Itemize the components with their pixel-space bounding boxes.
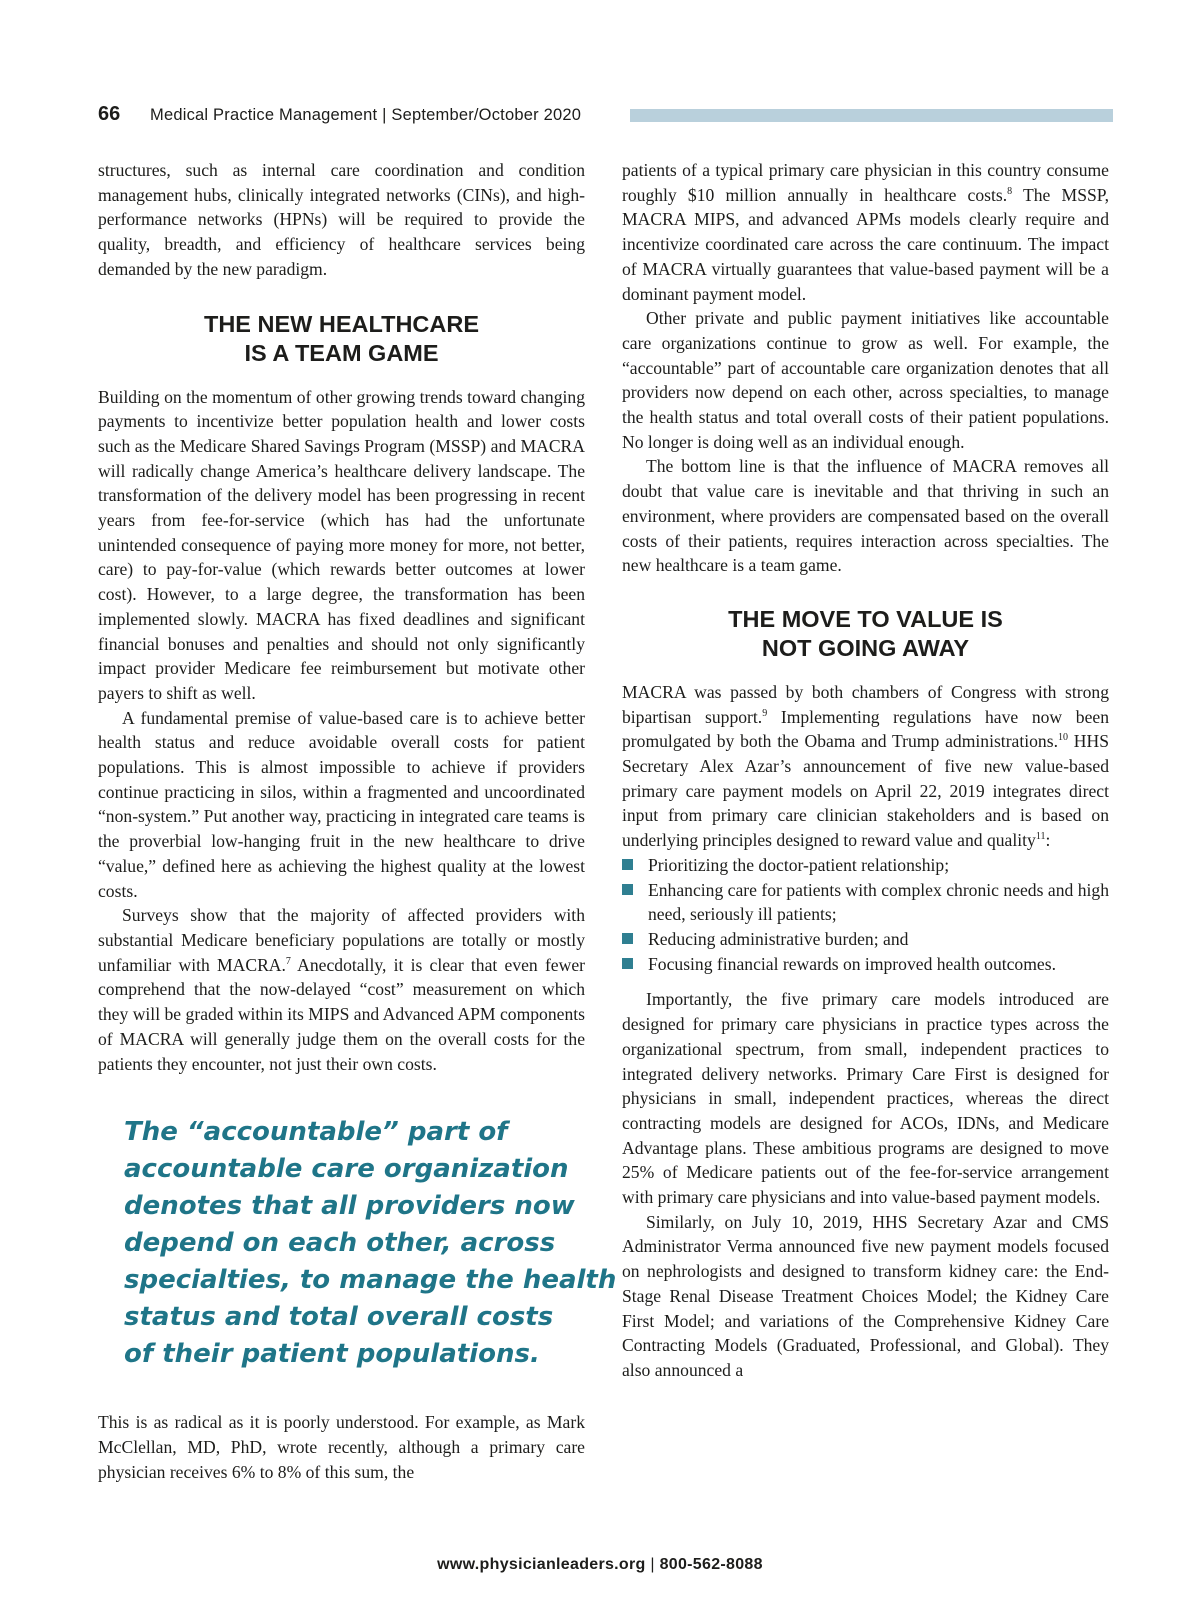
pull-quote-line: status and total overall costs: [124, 1302, 554, 1333]
paragraph: [622, 158, 1109, 306]
paragraph: Importantly, the five primary care models introduced are designed for primary care physicians in practice types across the organizational spectrum, from small, independent practices to integrated delivery networks. Primary Care First is designed for physicians in small, independent practices, whereas the direct contracting models are designed for ACOs, IDNs, and Medicare Advantage plans. These ambitious programs are designed to move 25% of Medicare patients out of the fee-for-service arrangement with primary care physicians and into value-based payment models.: [622, 989, 1109, 1208]
paragraph-text: Implementing regulations have now been promulgated by both the Obama and Trump administrations.: [622, 706, 1109, 752]
paragraph: Similarly, on July 10, 2019, HHS Secretary Azar and CMS Administrator Verma announced five new payment models focused on nephrologists and designed to transform kidney care: the End-Stage Renal Disease Treatment Choices Model; the Kidney Care First Model; and variations of the Comprehensive Kidney Care Contracting Models (Graduated, Professional, and Global). They also announced a: [622, 1211, 1109, 1380]
paragraph-text: The MSSP, MACRA MIPS, and advanced APMs models clearly require and incentivize coordinated care across the care continuum. The impact of MACRA virtually guarantees that value-based payment will be a dominant payment model.: [622, 184, 1109, 304]
paragraph: structures, such as internal care coordination and condition management hubs, clinically integrated networks (CINs), and high-performance networks (HPNs) will be required to provide the quality, breadth, and efficiency of healthcare services being demanded by the new paradigm.: [98, 160, 585, 279]
paragraph-text: Surveys show that the majority of affected providers with substantial Medicare beneficiary populations are totally or mostly unfamiliar with MACRA.: [98, 905, 585, 975]
heading-line: IS A TEAM GAME: [244, 339, 439, 366]
footnote-ref: 7: [285, 955, 291, 967]
bullet-list: [622, 853, 1109, 977]
footnote-ref: 11: [1035, 831, 1046, 843]
paragraph: [98, 903, 585, 1076]
footnote-ref: 8: [1007, 185, 1013, 197]
phone-number: 800-562-8088: [659, 1556, 763, 1573]
journal-title: Medical Practice Management | September/October 2020: [150, 106, 582, 124]
pull-quote-line: specialties, to manage the health: [124, 1265, 617, 1296]
paragraph: Other private and public payment initiatives like accountable care organizations continue to grow as well. For example, the “accountable” part of accountable care organization denotes that all providers now depend on each other, across specialties, to manage the health status and total overall costs of their patient populations. No longer is doing well as an individual enough.: [622, 308, 1109, 452]
page-header: [98, 102, 1113, 126]
pull-quote-line: The “accountable” part of: [124, 1117, 508, 1148]
pull-quote-line: depend on each other, across: [124, 1228, 556, 1259]
right-column: [622, 158, 1109, 1383]
paragraph: Building on the momentum of other growing trends toward changing payments to incentivize better population health and lower costs such as the Medicare Shared Savings Program (MSSP) and MACRA will radically change America’s healthcare delivery landscape. The transformation of the delivery model has been progressing in recent years from fee-for-service (which has had the unfortunate unintended consequence of paying more money for more, not better, care) to pay-for-value (which rewards better outcomes at lower cost). However, to a large degree, the transformation has been implemented slowly. MACRA has fixed deadlines and significant financial bonuses and penalties and should not only significantly impact provider Medicare fee reimbursement but motivate other payers to shift as well.: [98, 386, 585, 703]
website-link[interactable]: www.physicianleaders.org: [437, 1556, 646, 1573]
section-heading: [622, 605, 1109, 663]
paragraph-text: patients of a typical primary care physician in this country consume roughly $10 million annually in healthcare costs.: [622, 160, 1109, 205]
paragraph-text: MACRA was passed by both chambers of Congress with strong bipartisan support.: [622, 681, 1109, 727]
pull-quote-line: accountable care organization: [124, 1154, 569, 1185]
paragraph: [622, 680, 1109, 853]
paragraph-text: :: [1045, 830, 1051, 851]
list-item: Reducing administrative burden; and: [622, 927, 1109, 952]
footnote-ref: 9: [762, 707, 768, 719]
pull-quote: [98, 1114, 617, 1373]
section-heading: [98, 310, 585, 368]
footer-separator: |: [650, 1556, 655, 1573]
heading-line: THE MOVE TO VALUE IS: [728, 605, 1003, 632]
left-column: [98, 158, 617, 1484]
page-number: 66: [98, 103, 121, 125]
footnote-ref: 10: [1057, 732, 1068, 744]
paragraph-text: HHS Secretary Alex Azar’s announcement of five new value-based primary care payment models on April 22, 2019 integrates direct input from primary care clinician stakeholders and is based on underlying principles designed to reward value and quality: [622, 731, 1109, 851]
paragraph: This is as radical as it is poorly understood. For example, as Mark McClellan, MD, PhD, wrote recently, although a primary care physician receives 6% to 8% of this sum, the: [98, 1412, 585, 1482]
pull-quote-line: of their patient populations.: [124, 1339, 540, 1370]
paragraph-text: Anecdotally, it is clear that even fewer comprehend that the now-delayed “cost” measurement on which they will be graded within its MIPS and Advanced APM components of MACRA will generally judge them on the overall costs for the patients they encounter, not just their own costs.: [98, 954, 585, 1074]
pull-quote-line: denotes that all providers now: [124, 1191, 575, 1222]
list-item: Enhancing care for patients with complex chronic needs and high need, seriously ill patients;: [622, 878, 1109, 927]
heading-line: NOT GOING AWAY: [761, 634, 970, 661]
header-rule-bar: [630, 109, 1113, 122]
paragraph: The bottom line is that the influence of MACRA removes all doubt that value care is inevitable and that thriving in such an environment, where providers are compensated based on the overall costs of their patients, requires interaction across specialties. The new healthcare is a team game.: [622, 456, 1109, 576]
heading-line: THE NEW HEALTHCARE: [203, 310, 480, 337]
page-footer: [0, 1556, 1200, 1574]
list-item: Focusing financial rewards on improved health outcomes.: [622, 952, 1109, 977]
list-item: Prioritizing the doctor-patient relationship;: [622, 853, 1109, 878]
paragraph: A fundamental premise of value-based care is to achieve better health status and reduce avoidable overall costs for patient populations. This is almost impossible to achieve if providers continue practicing in silos, within a fragmented and uncoordinated “non-system.” Put another way, practicing in integrated care teams is the proverbial low-hanging fruit in the new healthcare to drive “value,” defined here as achieving the highest quality at the lowest costs.: [98, 707, 585, 901]
